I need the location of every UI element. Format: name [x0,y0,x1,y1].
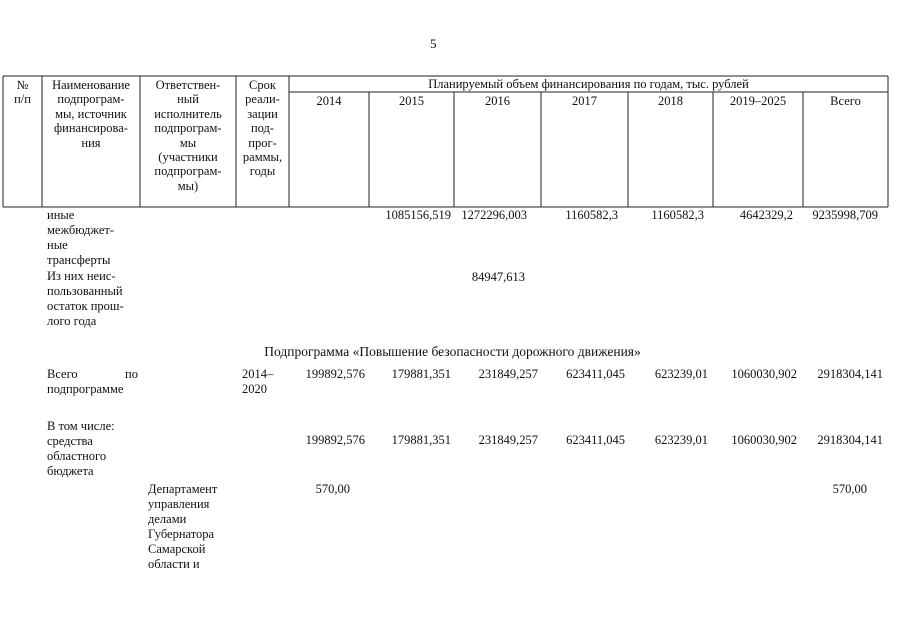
header-col-number [3,78,42,107]
row-name-line: межбюджет- [47,223,114,237]
term-line: 2020 [242,382,267,396]
cell-subprogram-total-2015: 179881,351 [391,367,451,381]
row-name-line: подпрограмме [47,382,124,396]
page-number: 5 [430,36,437,51]
cell-regional-budget-2017: 623411,045 [566,433,625,447]
cell-unused-balance-2016: 84947,613 [471,270,525,284]
header-col-executor-line: подпрограм- [154,121,222,136]
cell-subprogram-total-2017: 623411,045 [566,367,625,381]
row-name-line: иные [47,208,75,222]
header-year-2017: 2017 [572,94,597,108]
executor-line: управления [148,497,210,511]
cell-subprogram-total-2019-2025: 1060030,902 [731,367,797,381]
row-name-line: В том числе: [47,419,115,433]
cell-regional-budget-2016: 231849,257 [478,433,538,447]
header-col-executor-line: мы) [177,178,199,193]
row-name-line: областного [47,449,107,463]
cell-other-transfers-2015: 1085156,519 [385,208,451,222]
cell-department-2014: 570,00 [315,482,350,496]
header-col-term-line: раммы, [242,150,283,165]
header-col-executor [140,78,236,193]
row-subprogram-total-name [47,367,138,397]
header-col-name-line: мы, источник [55,106,127,121]
row-name-line: трансферты [47,253,111,267]
row-name-line: бюджета [47,464,94,478]
row-other-transfers-name [47,208,139,268]
executor-line: области и [148,557,200,571]
cell-subprogram-total-2014: 199892,576 [305,367,365,381]
executor-line: делами [148,512,187,526]
section-title: Подпрограмма «Повышение безопасности дорожного движения» [264,344,641,359]
row-name-line: ные [47,238,68,252]
header-year-2014: 2014 [316,94,342,108]
cell-subprogram-total-2016: 231849,257 [478,367,538,381]
header-col-executor-line: исполнитель [154,106,222,121]
executor-line: Губернатора [148,527,215,541]
cell-other-transfers-total: 9235998,709 [812,208,878,222]
header-col-term-line: зации [247,106,278,121]
header-col-executor-line: (участники [158,150,218,165]
row-name-line: пользованный [47,284,123,298]
header-col-term-line: Срок [249,78,276,92]
header-year-2016: 2016 [485,94,510,108]
row-department-executor [148,482,236,572]
executor-line: Департамент [148,482,218,496]
header-col-term-line: прог- [248,135,277,150]
header-year-2015: 2015 [399,94,424,108]
header-col-executor-line: ный [177,92,199,107]
cell-regional-budget-2019-2025: 1060030,902 [731,433,797,447]
cell-other-transfers-2019-2025: 4642329,2 [739,208,793,222]
cell-other-transfers-2018: 1160582,3 [651,208,704,222]
header-col-name-line: подпрограм- [57,92,125,107]
header-col-name [42,78,140,150]
term-line: 2014– [242,367,274,381]
header-col-term-line: под- [250,121,275,136]
cell-regional-budget-2015: 179881,351 [391,433,451,447]
header-year-2018: 2018 [658,94,683,108]
cell-subprogram-total-total: 2918304,141 [817,367,883,381]
executor-line: Самарской [148,542,206,556]
row-regional-budget-name [47,419,139,479]
cell-regional-budget-total: 2918304,141 [817,433,883,447]
cell-department-total: 570,00 [832,482,867,496]
cell-subprogram-total-2018: 623239,01 [654,367,708,381]
row-name-line: Из них неис- [47,269,116,283]
cell-other-transfers-2016: 1272296,003 [461,208,527,222]
header-col-number-line: п/п [14,92,31,107]
row-unused-balance-name [47,269,139,329]
row-subprogram-total-term [242,367,288,397]
header-col-name-line: ния [81,135,101,150]
header-financing-title: Планируемый объем финансирования по годам, тыс. рублей [428,77,749,91]
header-col-name-line: Наименование [52,78,130,92]
row-name-line: лого года [47,314,97,328]
header-col-executor-line: подпрограм- [154,164,222,179]
header-col-number-line: № [16,78,29,92]
row-name-line: остаток прош- [47,299,124,313]
header-col-name-line: финансирова- [54,121,128,136]
header-col-executor-line: мы [179,135,197,150]
cell-other-transfers-2017: 1160582,3 [565,208,618,222]
header-col-term [236,78,289,179]
row-name-line: средства [47,434,93,448]
header-col-executor-line: Ответствен- [155,78,221,92]
cell-regional-budget-2018: 623239,01 [654,433,708,447]
cell-regional-budget-2014: 199892,576 [305,433,365,447]
row-name-line: Всего по [47,367,138,381]
header-col-term-line: реали- [245,92,280,107]
header-col-term-line: годы [249,164,276,179]
header-year-2019-2025: 2019–2025 [729,94,787,108]
header-year-total: Всего [830,94,861,108]
